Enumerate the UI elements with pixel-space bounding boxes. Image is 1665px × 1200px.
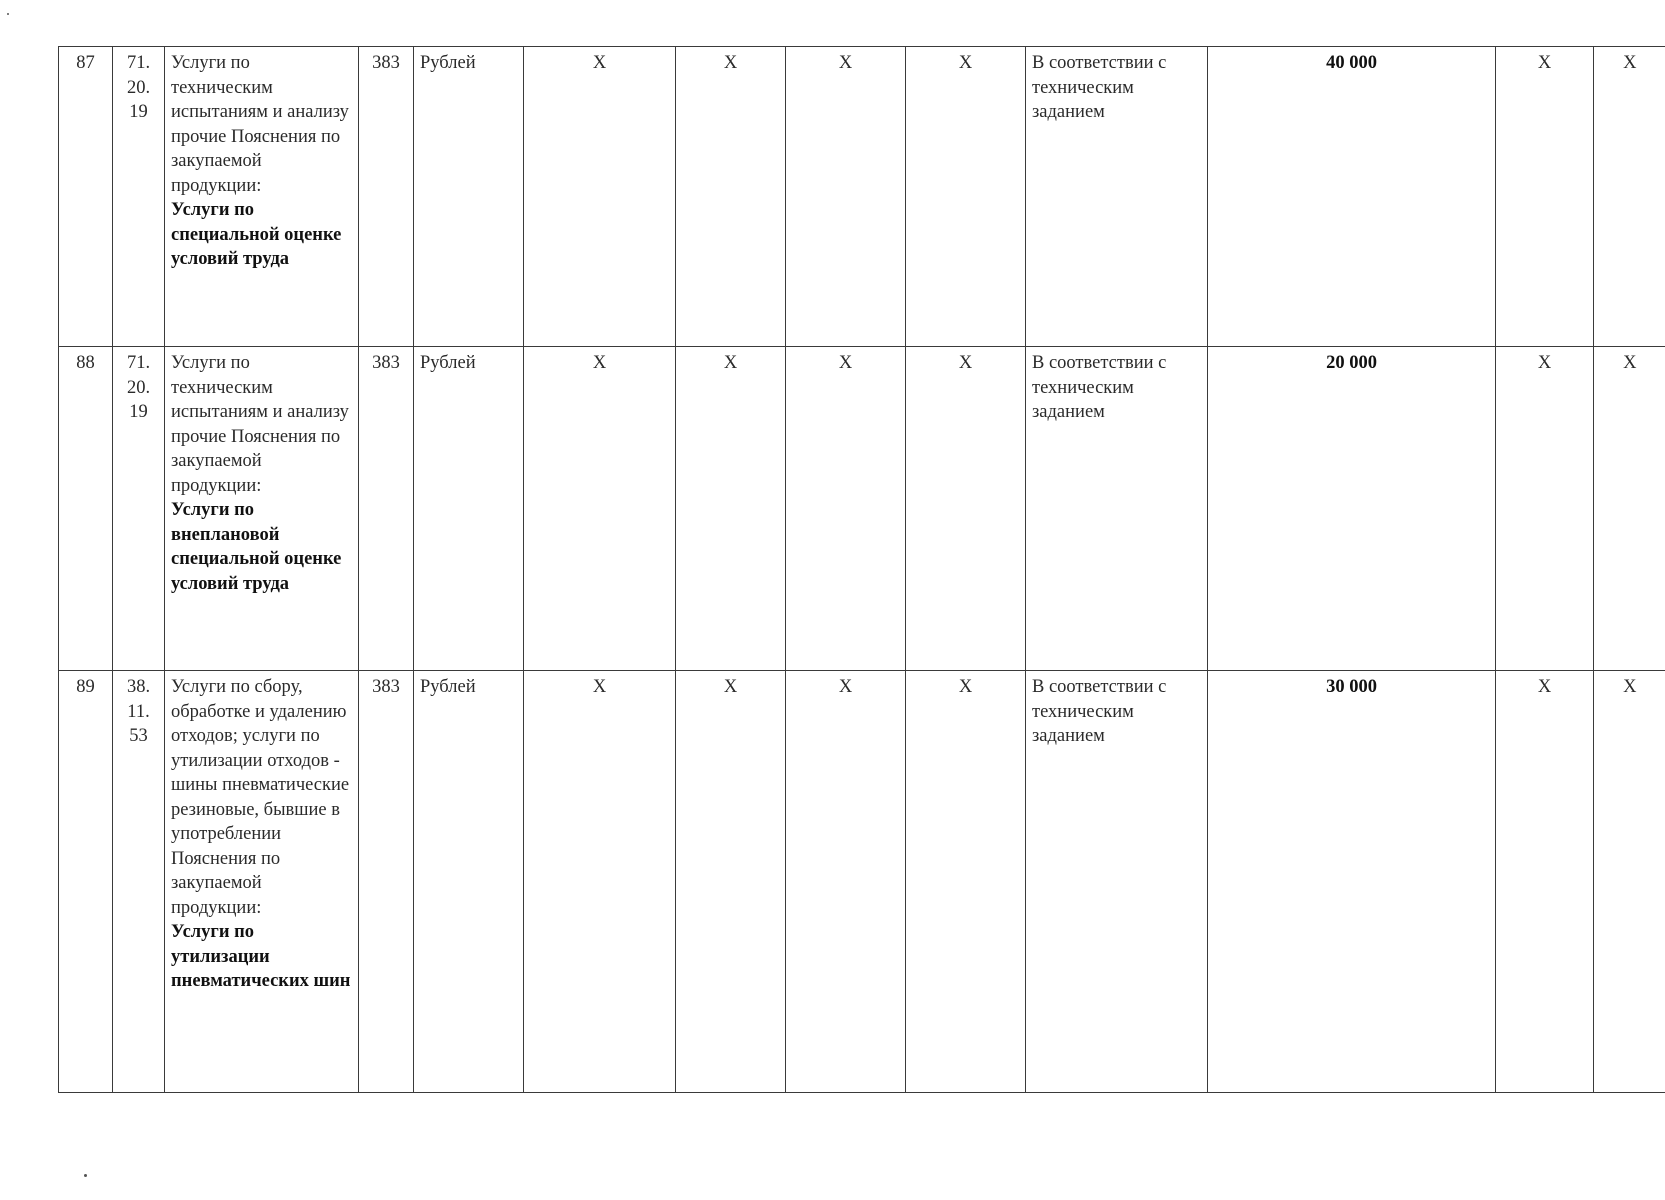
cell-x: Х	[524, 347, 676, 671]
table-row	[59, 671, 1665, 1093]
conditions-text: В соответствии с техническим заданием	[1026, 347, 1208, 671]
description-bold-text: Услуги по специальной оценке условий труда	[171, 200, 342, 269]
amount-value: 20 000	[1208, 347, 1496, 671]
conditions-text: В соответствии с техническим заданием	[1026, 671, 1208, 1093]
unit-code: 383	[359, 47, 414, 347]
item-description	[165, 671, 359, 1093]
okpd-code: 71. 20. 19	[113, 47, 165, 347]
procurement-plan-table	[58, 46, 1665, 1093]
table-row	[59, 347, 1665, 671]
unit-name: Рублей	[414, 671, 524, 1093]
amount-value: 40 000	[1208, 47, 1496, 347]
item-description	[165, 347, 359, 671]
cell-x: Х	[676, 47, 786, 347]
item-description	[165, 47, 359, 347]
cell-x: Х	[786, 47, 906, 347]
row-number: 87	[59, 47, 113, 347]
unit-code: 383	[359, 671, 414, 1093]
description-text: Услуги по техническим испытаниям и анализу прочие Пояснения по закупаемой продукции:	[171, 353, 349, 496]
unit-name: Рублей	[414, 47, 524, 347]
cell-x: Х	[1496, 671, 1594, 1093]
row-number: 88	[59, 347, 113, 671]
description-bold-text: Услуги по утилизации пневматических шин	[171, 922, 351, 991]
cell-x: Х	[1594, 671, 1665, 1093]
okpd-code: 38. 11. 53	[113, 671, 165, 1093]
cell-x: Х	[1496, 47, 1594, 347]
scan-speck	[84, 1174, 87, 1177]
cell-x: Х	[524, 47, 676, 347]
unit-name: Рублей	[414, 347, 524, 671]
description-text: Услуги по техническим испытаниям и анализу прочие Пояснения по закупаемой продукции:	[171, 53, 349, 196]
cell-x: Х	[786, 347, 906, 671]
cell-x: Х	[1594, 347, 1665, 671]
okpd-code: 71. 20. 19	[113, 347, 165, 671]
cell-x: Х	[906, 347, 1026, 671]
cell-x: Х	[524, 671, 676, 1093]
table-row	[59, 47, 1665, 347]
description-bold-text: Услуги по внеплановой специальной оценке условий труда	[171, 500, 342, 594]
description-text: Услуги по сбору, обработке и удалению отходов; услуги по утилизации отходов - шины пневматические резиновые, бывшие в употреблении Пояснения по закупаемой продукции:	[171, 677, 350, 918]
cell-x: Х	[786, 671, 906, 1093]
cell-x: Х	[676, 671, 786, 1093]
row-number: 89	[59, 671, 113, 1093]
cell-x: Х	[906, 47, 1026, 347]
scan-speck	[7, 13, 9, 15]
cell-x: Х	[906, 671, 1026, 1093]
cell-x: Х	[1496, 347, 1594, 671]
conditions-text: В соответствии с техническим заданием	[1026, 47, 1208, 347]
cell-x: Х	[676, 347, 786, 671]
cell-x: Х	[1594, 47, 1665, 347]
unit-code: 383	[359, 347, 414, 671]
amount-value: 30 000	[1208, 671, 1496, 1093]
